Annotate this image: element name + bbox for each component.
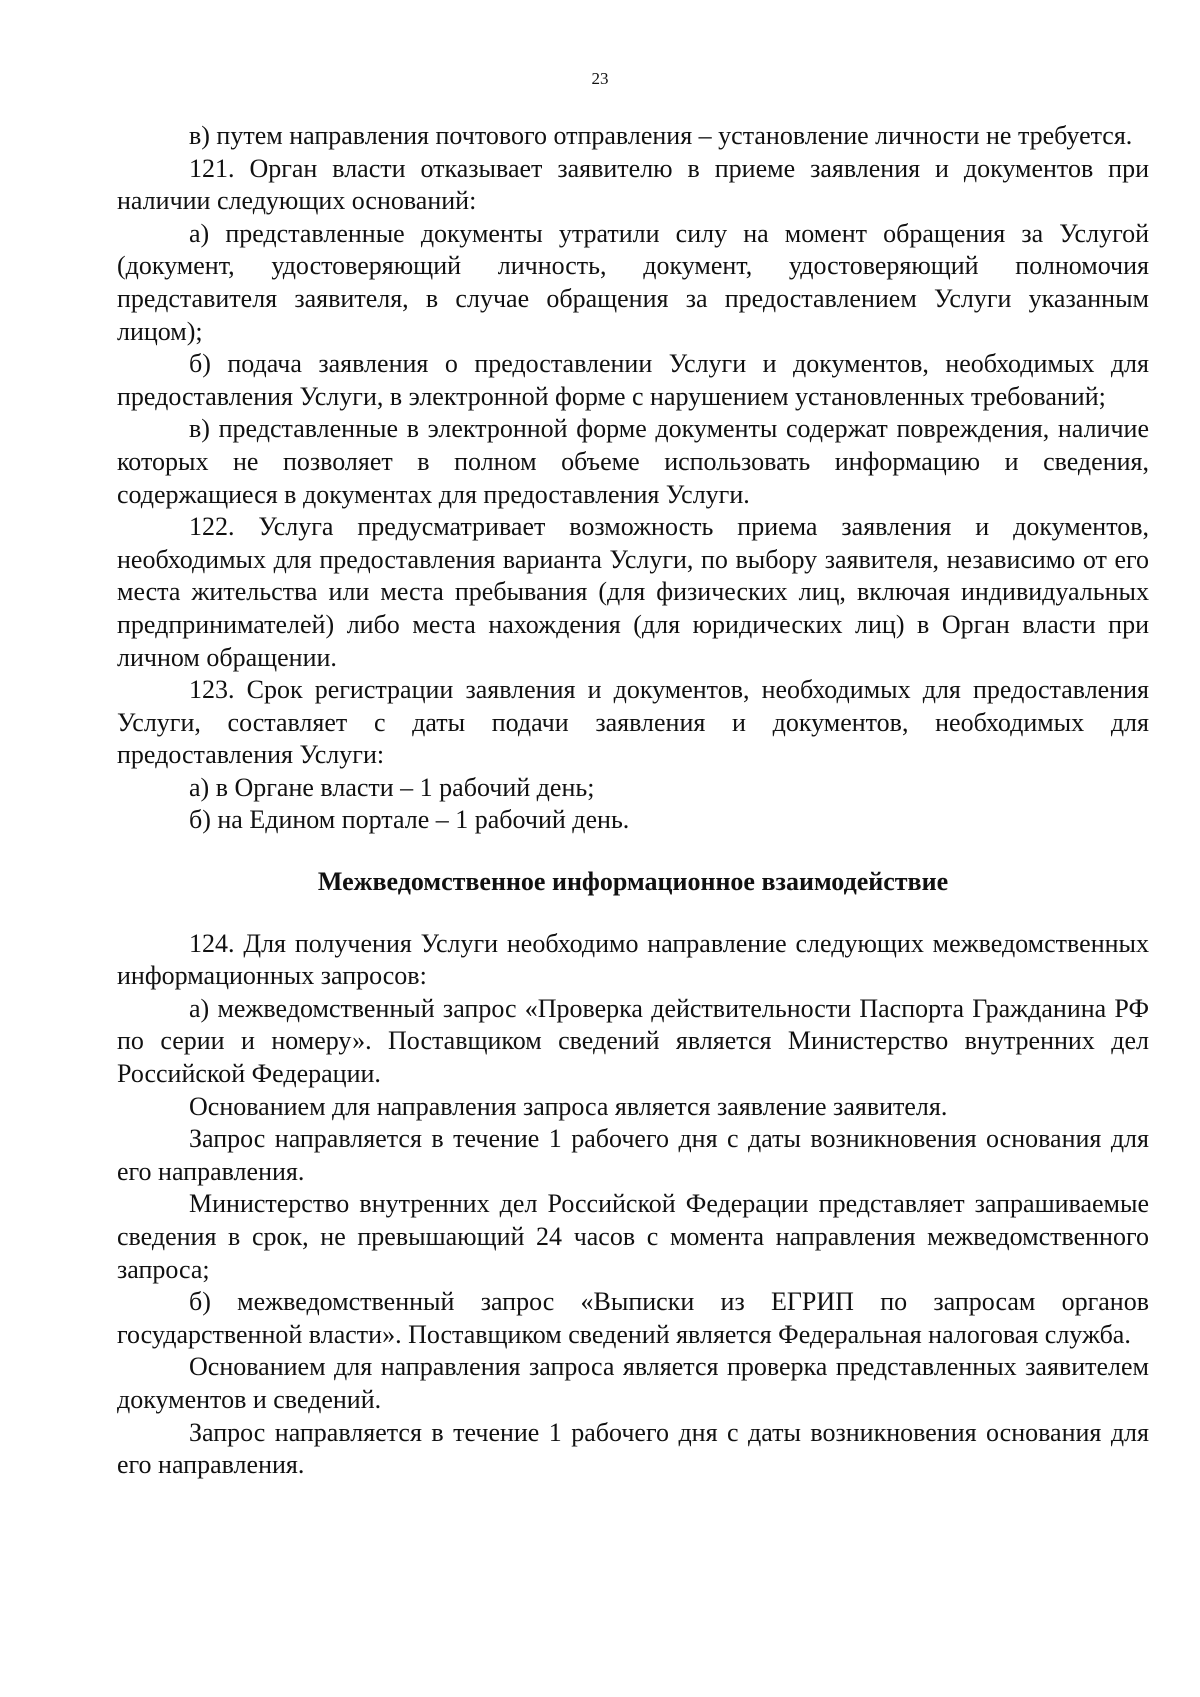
paragraph: б) подача заявления о предоставлении Услуги и документов, необходимых для предоставления Услуги, в электронной форме с нарушением установленных требований; — [117, 349, 1149, 411]
paragraph: б) межведомственный запрос «Выписки из ЕГРИП по запросам органов государственной власти». Поставщиком сведений является Федеральная налоговая служба. — [117, 1287, 1149, 1349]
paragraph: в) путем направления почтового отправления – установление личности не требуется. — [189, 121, 1133, 150]
paragraph: Основанием для направления запроса является заявление заявителя. — [189, 1091, 948, 1121]
paragraph: Министерство внутренних дел Российской Федерации представляет запрашиваемые сведения в срок, не превышающий 24 часов с момента направления межведомственного запроса; — [117, 1189, 1149, 1284]
paragraph: Запрос направляется в течение 1 рабочего дня с даты возникновения основания для его направления. — [117, 1124, 1149, 1186]
paragraph: 122. Услуга предусматривает возможность приема заявления и документов, необходимых для предоставления варианта Услуги, по выбору заявителя, независимо от его места жительства или места пребывания (для физических лиц, включая индивидуальных предпринимателей) либо места нахождения (для юридических лиц) в Орган власти при личном обращении. — [117, 512, 1149, 672]
section-heading: Межведомственное информационное взаимодействие — [317, 867, 949, 897]
paragraph: 123. Срок регистрации заявления и документов, необходимых для предоставления Услуги, составляет с даты подачи заявления и документов, необходимых для предоставления Услуги: — [117, 675, 1149, 770]
paragraph: а) в Органе власти – 1 рабочий день; — [189, 772, 595, 802]
document-body — [117, 120, 1149, 1482]
page-number: 23 — [591, 69, 609, 88]
paragraph: 124. Для получения Услуги необходимо направление следующих межведомственных информационных запросов: — [117, 928, 1149, 991]
paragraph: б) на Едином портале – 1 рабочий день. — [189, 805, 630, 835]
paragraph: а) межведомственный запрос «Проверка действительности Паспорта Гражданина РФ по серии и номеру». Поставщиком сведений является Министерство внутренних дел Российской Федерации. — [117, 993, 1149, 1089]
paragraph: Основанием для направления запроса является проверка представленных заявителем документов и сведений. — [117, 1352, 1149, 1414]
paragraph: 121. Орган власти отказывает заявителю в приеме заявления и документов при наличии следующих оснований: — [117, 153, 1149, 216]
paragraph: Запрос направляется в течение 1 рабочего дня с даты возникновения основания для его направления. — [117, 1417, 1149, 1480]
paragraph: в) представленные в электронной форме документы содержат повреждения, наличие которых не позволяет в полном объеме использовать информацию и сведения, содержащиеся в документах для предоставления Услуги. — [117, 414, 1149, 509]
paragraph: а) представленные документы утратили силу на момент обращения за Услугой (документ, удостоверяющий личность, документ, удостоверяющий полномочия представителя заявителя, в случае обращения за предоставлением Услуги указанным лицом); — [117, 218, 1149, 346]
